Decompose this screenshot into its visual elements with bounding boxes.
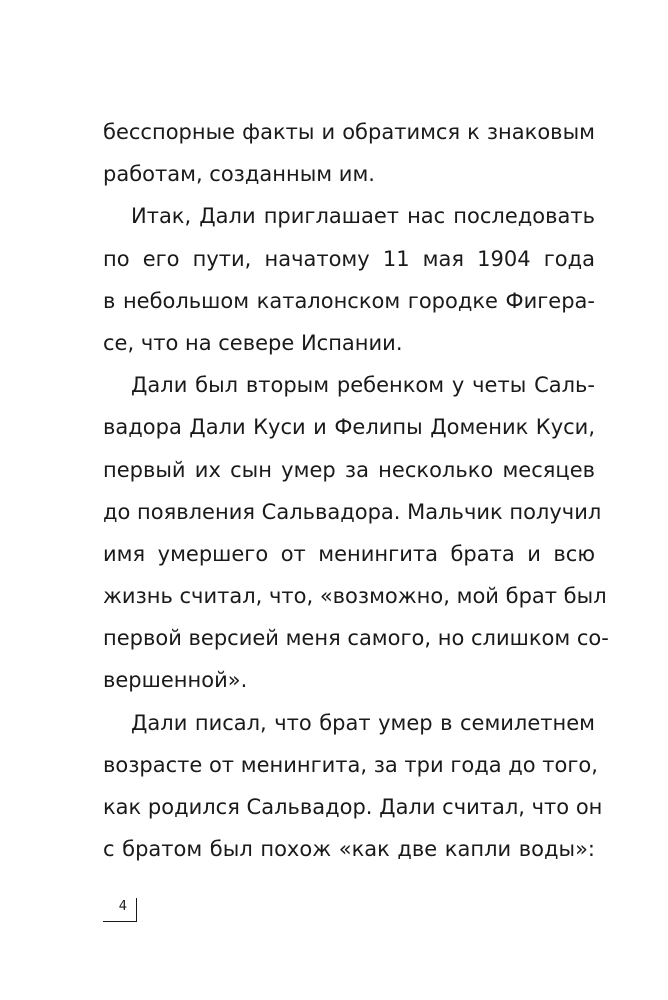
text-line: как родился Сальвадор. Дали считал, что он [103,795,603,819]
text-line: вадора Дали Куси и Фелипы Доменик Куси, [103,415,595,440]
page-number-frame [103,898,137,922]
text-line: Дали писал, что брат умер в семилетнем [131,710,595,735]
page-number-underline [103,921,137,922]
text-line: первой версией меня самого, но слишком со- [103,626,609,651]
text-line: первый их сын умер за несколько месяцев [103,457,595,482]
text-line: работам, созданным им. [103,162,375,187]
page-number-divider [136,898,137,922]
text-line: жизнь считал, что, «возможно, мой брат был [103,584,607,609]
text-line: Итак, Дали приглашает нас последовать [131,204,595,229]
page-number: 4 [118,899,127,914]
text-line: возрасте от менингита, за три года до того, [103,752,598,777]
text-line: бесспорные факты и обратимся к знаковым [103,120,595,144]
text-line: вершенной». [103,668,248,693]
text-line: до появления Сальвадора. Мальчик получил [103,499,602,524]
page-body-text [103,111,609,870]
text-line: имя умершего от менингита брата и всю [103,541,595,566]
text-line: по его пути, начатому 11 мая 1904 года [103,246,595,271]
text-line: с братом был похож «как две капли воды»: [103,837,595,862]
text-line: в небольшом каталонском городке Фигера- [103,288,595,313]
text-line: Дали был вторым ребенком у четы Саль- [131,373,595,398]
text-line: се, что на севере Испании. [103,330,403,355]
